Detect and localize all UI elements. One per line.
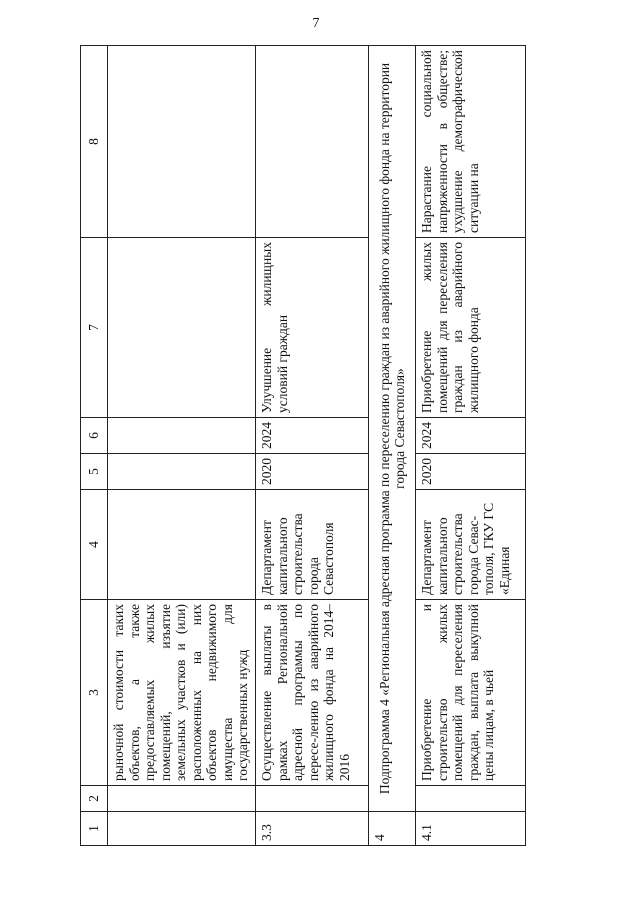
row-number-cell: 3.3: [256, 812, 369, 846]
end-year-cell: 2024: [256, 418, 369, 454]
result-cell: Приобретение жилых помещений для переселения граждан из аварийного жилищного фонда: [416, 238, 526, 418]
measure-cell: рыночной стоимости таких объектов, а также предоставляемых жилых помещений, изъятие земельных участков и (или) расположенных на них объектов недвижимого имущества для государственных нужд: [108, 600, 256, 786]
table-cell: [108, 786, 256, 812]
program-table: [80, 45, 526, 846]
table-cell: [416, 786, 526, 812]
table-row: [256, 46, 369, 846]
table-row: [416, 46, 526, 846]
executor-cell: [108, 490, 256, 600]
subprogram-title: Подпрограмма 4 «Региональная адресная программа по переселению граждан из аварийного жилищного фонда на территории города Севастополя»: [369, 46, 416, 812]
header-cell: 5: [81, 454, 108, 490]
executor-cell: Департамент капитального строительства города Севастополя: [256, 490, 369, 600]
rotated-table-wrapper: [80, 46, 526, 846]
end-year-cell: 2024: [416, 418, 526, 454]
consequence-cell: [256, 46, 369, 238]
consequence-cell: Нарастание социальной напряженности в обществе; ухудшение демографической ситуации на: [416, 46, 526, 238]
end-year-cell: [108, 418, 256, 454]
result-cell: [108, 238, 256, 418]
header-cell: 4: [81, 490, 108, 600]
table-row: [108, 46, 256, 846]
start-year-cell: 2020: [256, 454, 369, 490]
start-year-cell: [108, 454, 256, 490]
subprogram-row: [369, 46, 416, 846]
executor-cell: Департамент капитального строительства города Севас-тополя, ГКУ ГС «Единая: [416, 490, 526, 600]
measure-cell: Приобретение и строительство жилых помещений для переселения граждан, выплата выкупной цены лицам, в чьей: [416, 600, 526, 786]
header-cell: 2: [81, 786, 108, 812]
start-year-cell: 2020: [416, 454, 526, 490]
header-cell: 3: [81, 600, 108, 786]
row-number-cell: [108, 812, 256, 846]
result-cell: Улучшение жилищных условий граждан: [256, 238, 369, 418]
header-cell: 1: [81, 812, 108, 846]
measure-cell: Осуществление выплаты в рамках Региональной адресной программы по пересе-лению из аварийного жилищного фонда на 2014–2016: [256, 600, 369, 786]
row-number-cell: 4: [369, 812, 416, 846]
header-cell: 8: [81, 46, 108, 238]
row-number-cell: 4.1: [416, 812, 526, 846]
header-cell: 7: [81, 238, 108, 418]
consequence-cell: [108, 46, 256, 238]
header-cell: 6: [81, 418, 108, 454]
page-number: 7: [312, 16, 320, 31]
table-header-row: [81, 46, 108, 846]
table-cell: [256, 786, 369, 812]
